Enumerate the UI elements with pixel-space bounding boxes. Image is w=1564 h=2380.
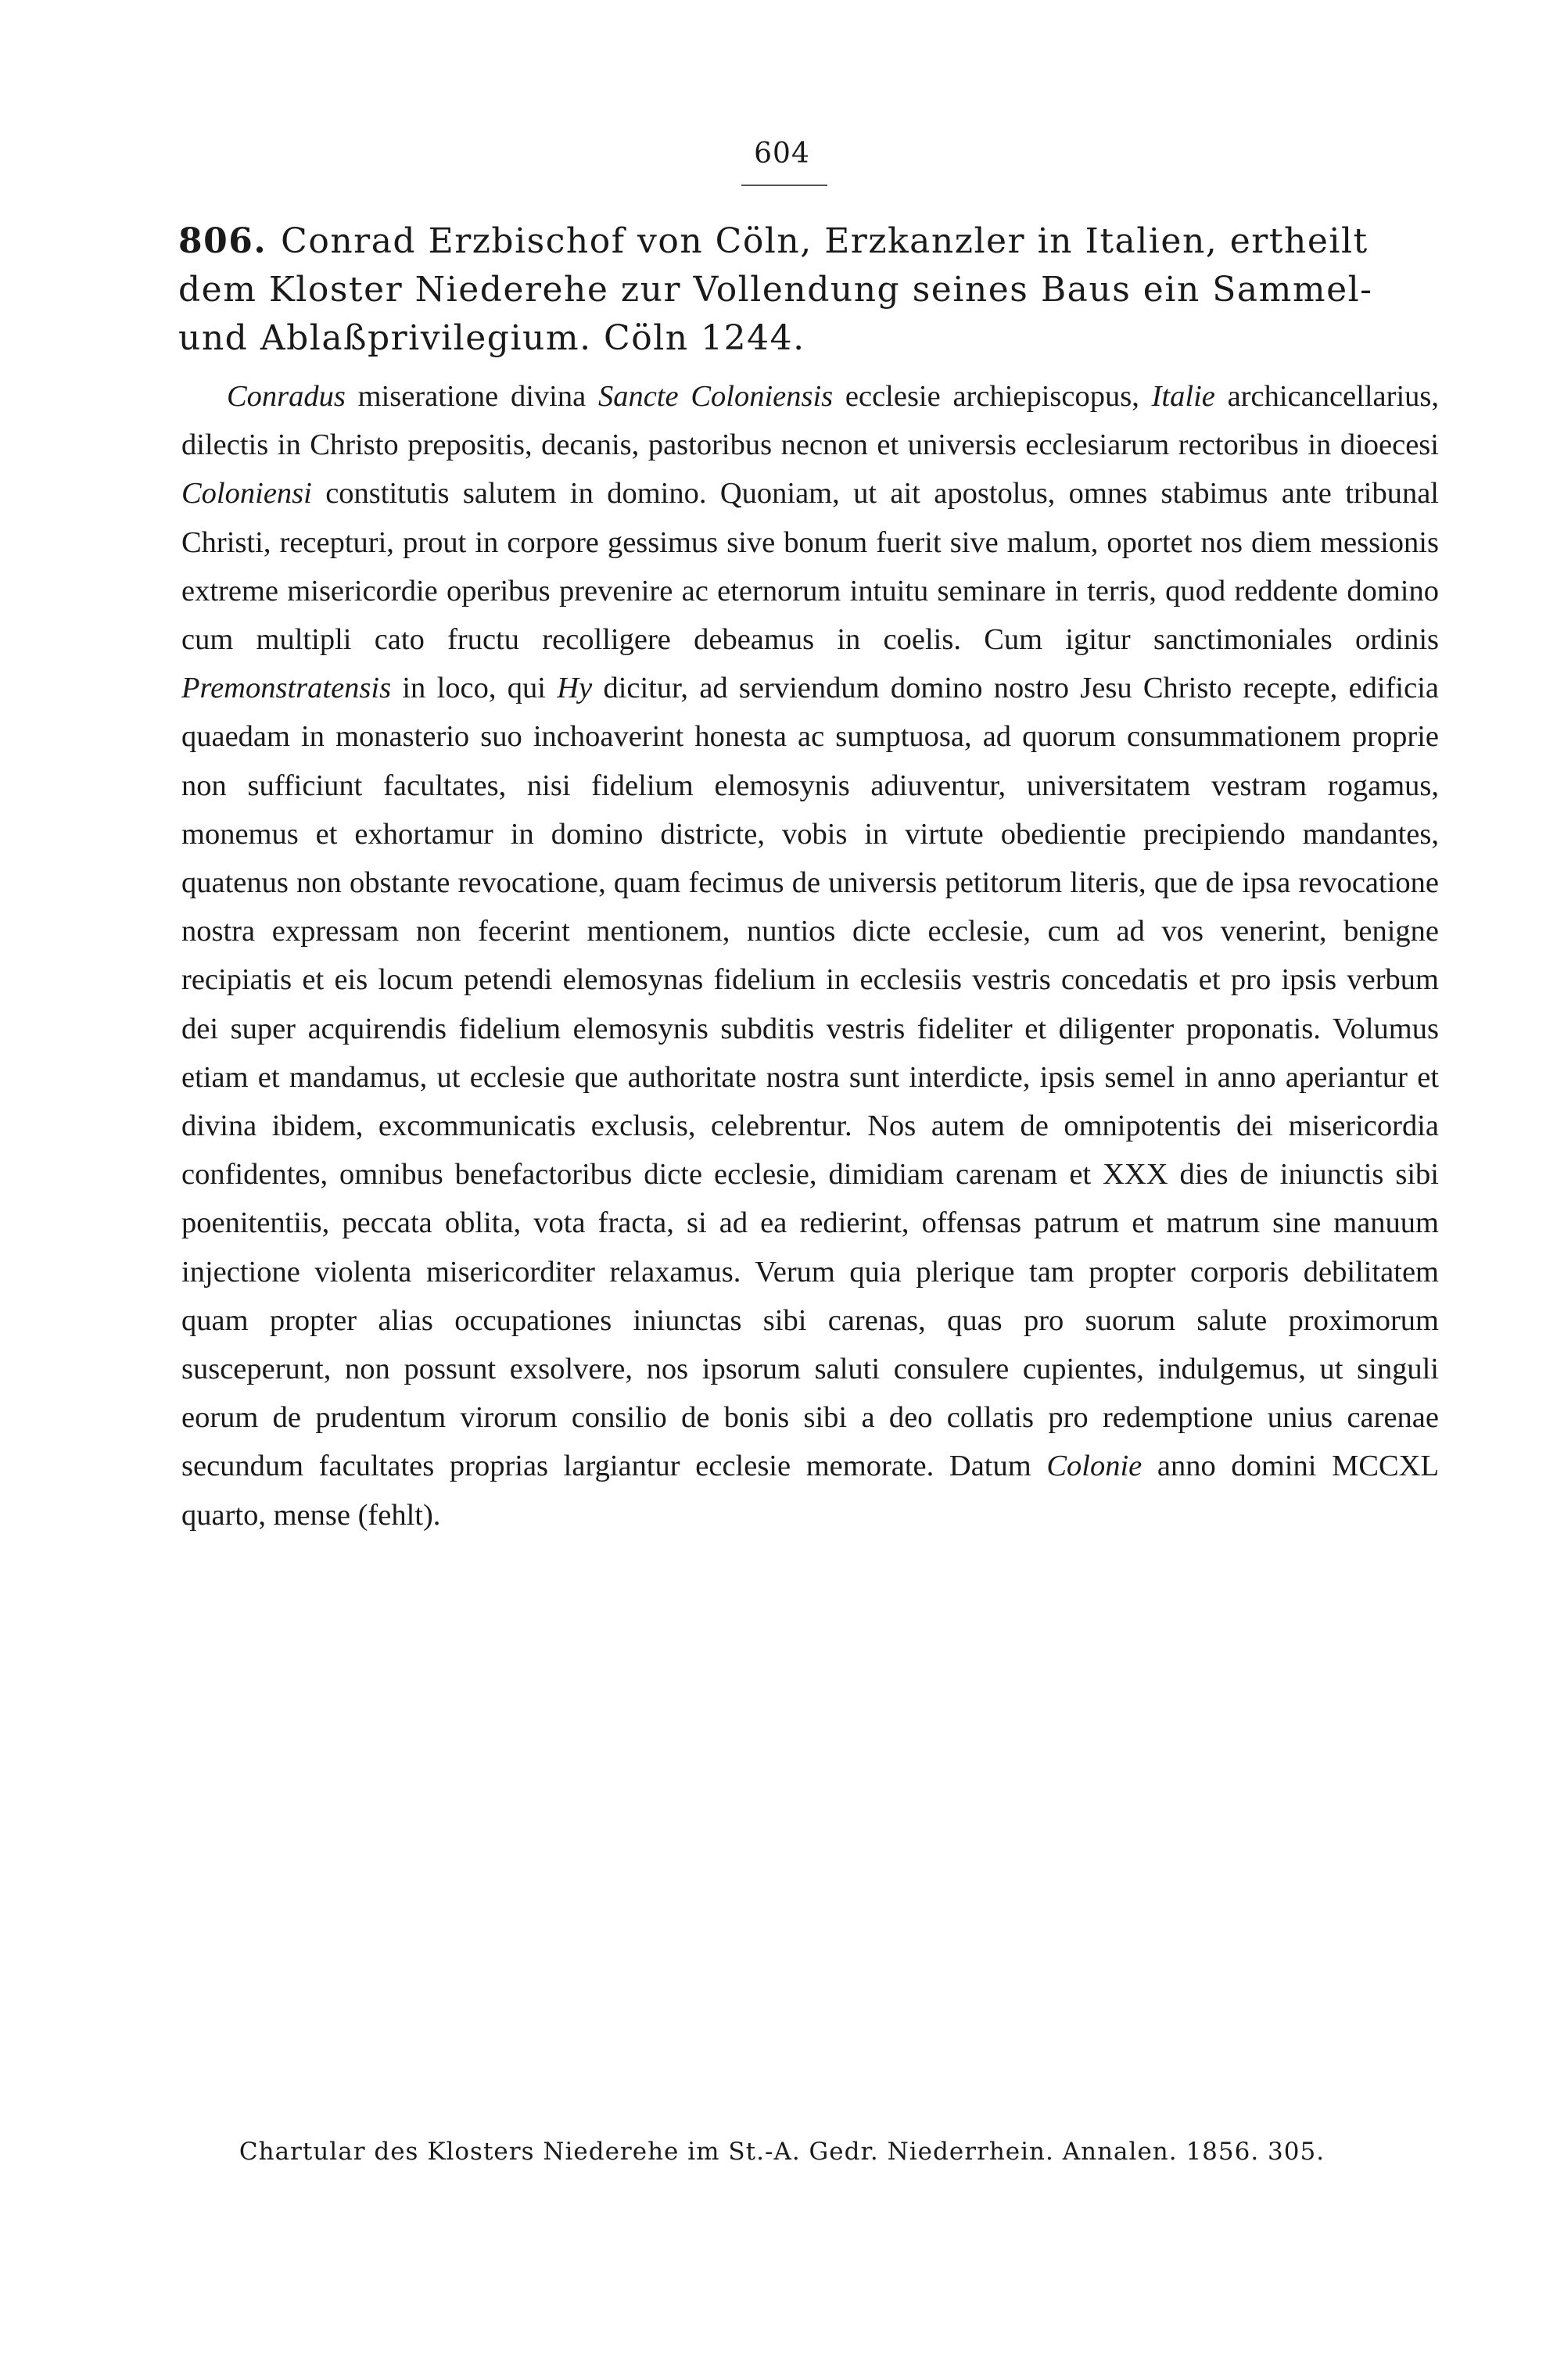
text-run: anno domini MCCXL quarto, mense (fehlt). xyxy=(181,1450,1439,1532)
document-number: 806. xyxy=(178,221,267,261)
name-colonie: Colonie xyxy=(1046,1450,1143,1483)
text-run: ecclesie archiepiscopus, xyxy=(833,380,1152,413)
name-italie: Italie xyxy=(1151,380,1215,413)
text-run: miseratione divina xyxy=(345,380,598,413)
name-coloniensi: Coloniensi xyxy=(181,477,312,511)
name-sancte-coloniensis: Sancte Coloniensis xyxy=(597,380,834,413)
name-premonstratensis: Premonstratensis xyxy=(181,672,392,705)
document-summary: Conrad Erzbischof von Cöln, Erzkanzler in Italien, ertheilt dem Kloster Niederehe zur Vollendung seines Baus ein Sammel- und Ablaßprivilegium. Cöln 1244. xyxy=(178,221,1373,358)
source-citation: Chartular des Klosters Niederehe im St.-A. Gedr. Niederrhein. Annalen. 1856. 305. xyxy=(239,2138,1325,2166)
page-number-rule xyxy=(741,185,827,186)
charter-text xyxy=(181,372,1439,1539)
name-hy: Hy xyxy=(557,672,593,705)
text-run: archicancellarius, dilectis in Christo prepositis, decanis, pastoribus necnon et universis ecclesiarum rectoribus in dioecesi xyxy=(181,380,1439,462)
text-run: constitutis salutem in domino. Quoniam, ut ait apostolus, omnes stabimus ante tribunal Christi, recepturi, prout in corpore gessimus sive bonum fuerit sive malum, oportet nos diem messionis extreme misericordie operibus prevenire ac eternorum intuitu seminare in terris, quod reddente domino cum multipli cato fructu recolligere debeamus in coelis. Cum igitur sanctimoniales ordinis xyxy=(181,477,1439,657)
text-run: dicitur, ad serviendum domino nostro Jesu Christo recepte, edificia quaedam in monasterio suo inchoaverint honesta ac sumptuosa, ad quorum consummationem proprie non sufficiunt facultates, nisi fidelium elemosynis adiuventur, universitatem vestram rogamus, monemus et exhortamur in domino districte, vobis in virtute obedientie precipiendo mandantes, quatenus non obstante revocatione, quam fecimus de universis petitorum literis, que de ipsa revocatione nostra expressam non fecerint mentionem, nuntios dicte ecclesie, cum ad vos venerint, benigne recipiatis et eis locum petendi elemosynas fidelium in ecclesiis vestris concedatis et pro ipsis verbum dei super acquirendis fidelium elemosynis subditis vestris fideliter et diligenter proponatis. Volumus etiam et mandamus, ut ecclesie que authoritate nostra sunt interdicte, ipsis semel in anno aperiantur et divina ibidem, excommunicatis exclusis, celebrentur. Nos autem de omnipotentis dei misericordia confidentes, omnibus benefactoribus dicte ecclesie, dimidiam carenam et XXX dies de iniunctis sibi poenitentiis, peccata oblita, vota fracta, si ad ea redierint, offensas patrum et matrum sine manuum injectione violenta misericorditer relaxamus. Verum quia plerique tam propter corporis debilitatem quam propter alias occupationes iniunctas sibi carenas, quas pro suorum salute proximorum susceperunt, non possunt exsolvere, nos ipsorum saluti consulere cupientes, indulgemus, ut singuli eorum de prudentum virorum consilio de bonis sibi a deo collatis pro redemptione unius carenae secundum facultates proprias largiantur ecclesie memorate. Datum xyxy=(181,672,1439,1483)
page-number: 604 xyxy=(754,138,810,170)
text-run: in loco, qui xyxy=(391,672,558,705)
document-heading xyxy=(178,217,1439,363)
name-conradus: Conradus xyxy=(227,380,346,413)
